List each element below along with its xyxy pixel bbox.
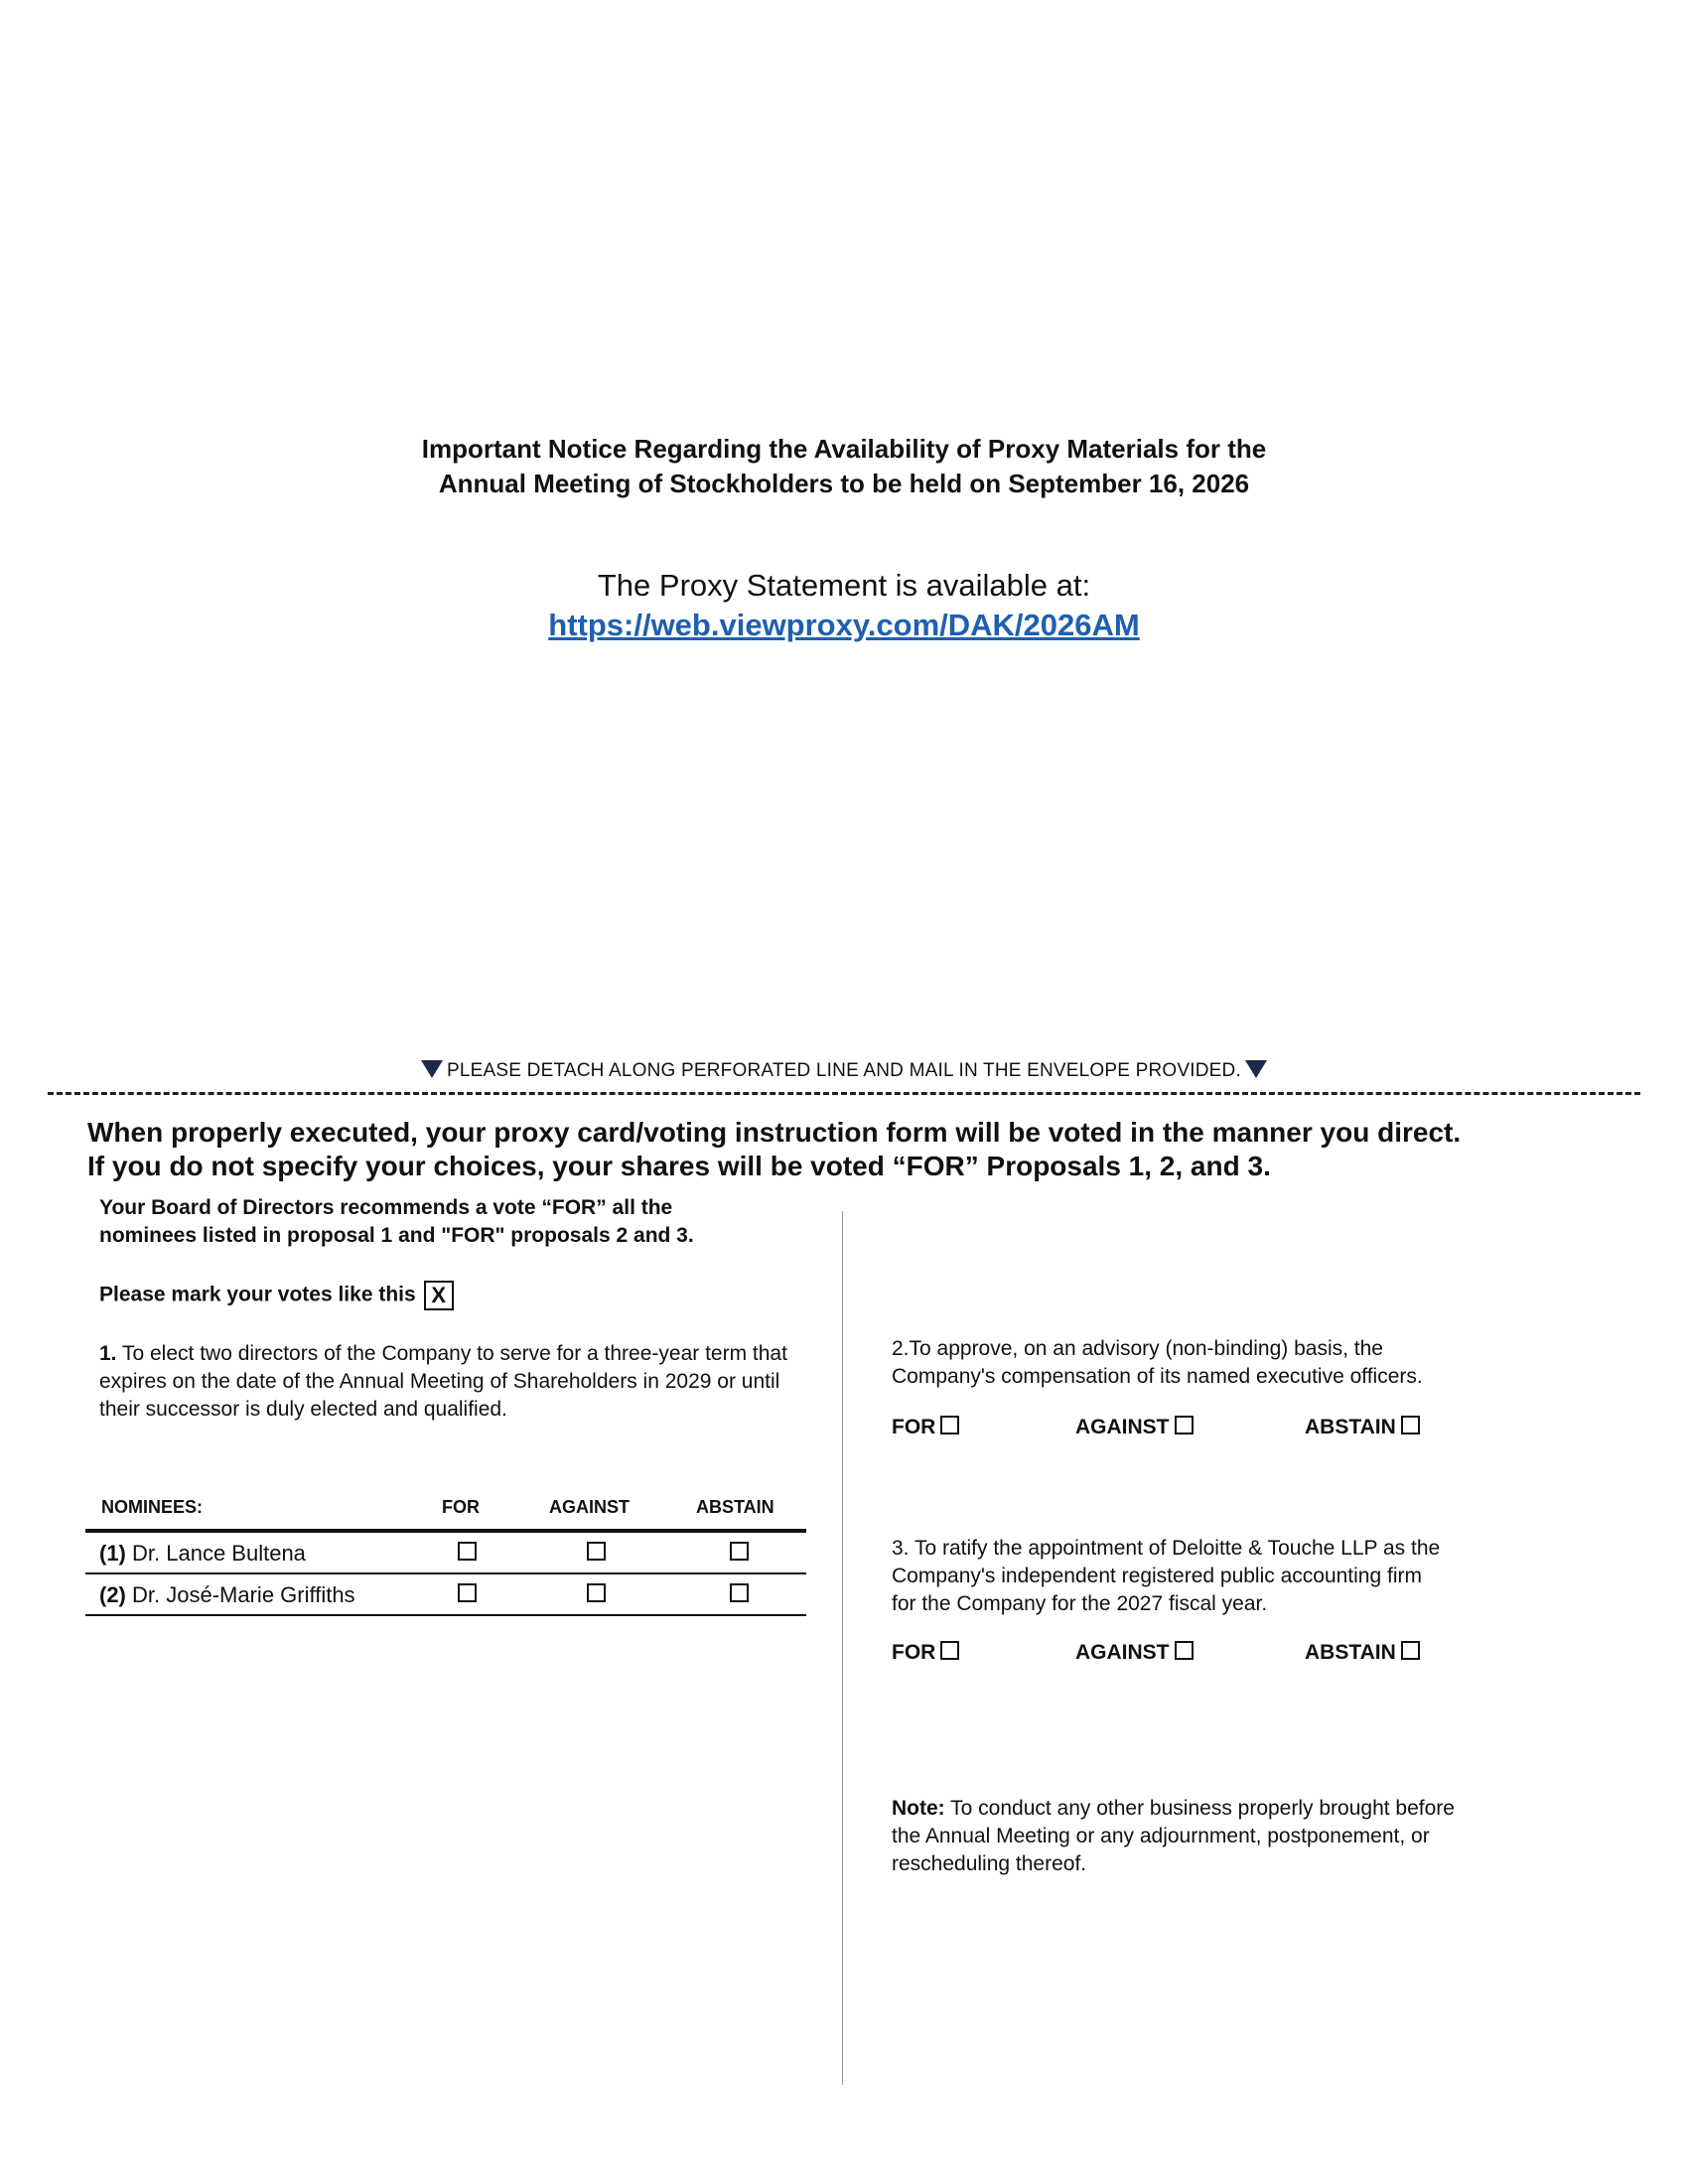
proxy-intro: [87, 1116, 1577, 1183]
nominees-table-header: [85, 1493, 806, 1533]
proposal-3-against-checkbox[interactable]: [1175, 1641, 1194, 1660]
nominee-2-abstain-checkbox[interactable]: [730, 1583, 749, 1602]
note-line-1: To conduct any other business properly brought before: [950, 1797, 1455, 1820]
proxy-statement-availability: [0, 566, 1688, 645]
proposal-2-abstain[interactable]: [1305, 1416, 1420, 1439]
nominee-1-abstain-checkbox[interactable]: [730, 1542, 749, 1561]
proposal-2-against[interactable]: [1075, 1416, 1194, 1439]
proposal-1-number: 1.: [99, 1342, 117, 1365]
note-line-2: the Annual Meeting or any adjournment, postponement, or: [892, 1825, 1430, 1847]
proposal-2-for[interactable]: [892, 1416, 959, 1439]
table-row: [85, 1533, 806, 1574]
board-line-2: nominees listed in proposal 1 and "FOR" proposals 2 and 3.: [99, 1224, 694, 1247]
nominee-1-against-checkbox[interactable]: [587, 1542, 606, 1561]
detach-instruction: [0, 1060, 1688, 1082]
proposal-2-for-checkbox[interactable]: [940, 1416, 959, 1434]
availability-notice: [0, 432, 1688, 501]
proposal-3-abstain-checkbox[interactable]: [1401, 1641, 1420, 1660]
proposal-1-text: To elect two directors of the Company to serve for a three-year term that expires on the date of the Annual Meeting of Shareholders in 2029 or until their successor is duly elected and qualified.: [99, 1342, 787, 1421]
nominee-1-for-checkbox[interactable]: [458, 1542, 477, 1561]
availability-text: The Proxy Statement is available at:: [597, 568, 1091, 603]
proposal-3: [892, 1535, 1607, 1618]
notice-line-1: Important Notice Regarding the Availability of Proxy Materials for the: [421, 434, 1267, 464]
header-nominees: NOMINEES:: [101, 1497, 204, 1517]
nominee-2-for-checkbox[interactable]: [458, 1583, 477, 1602]
proposal-2-against-checkbox[interactable]: [1175, 1416, 1194, 1434]
nominee-2-against-checkbox[interactable]: [587, 1583, 606, 1602]
proposal-2-line-1: 2.To approve, on an advisory (non-binding) basis, the: [892, 1337, 1383, 1360]
header-abstain: ABSTAIN: [696, 1497, 774, 1517]
header-for: FOR: [442, 1497, 480, 1517]
for-label: FOR: [892, 1416, 936, 1438]
perforated-line: [48, 1092, 1640, 1095]
proposal-3-line-3: for the Company for the 2027 fiscal year.: [892, 1592, 1268, 1615]
proposal-2: [892, 1335, 1587, 1391]
proposal-3-line-1: 3. To ratify the appointment of Deloitte & Touche LLP as the: [892, 1537, 1441, 1560]
board-line-1: Your Board of Directors recommends a vote “FOR” all the: [99, 1196, 673, 1219]
note-label: Note:: [892, 1797, 945, 1820]
proposal-2-line-2: Company's compensation of its named executive officers.: [892, 1365, 1423, 1388]
against-label: AGAINST: [1075, 1641, 1170, 1664]
nominee-number: (1): [99, 1541, 126, 1566]
proposal-3-for-checkbox[interactable]: [940, 1641, 959, 1660]
mark-votes-instruction: [99, 1281, 454, 1310]
header-against: AGAINST: [549, 1497, 630, 1517]
nominee-name: Dr. José-Marie Griffiths: [132, 1582, 355, 1607]
table-row: [85, 1574, 806, 1616]
nominee-number: (2): [99, 1582, 126, 1607]
down-triangle-icon: [1245, 1060, 1267, 1078]
board-recommendation: [99, 1194, 794, 1250]
proposal-3-line-2: Company's independent registered public accounting firm: [892, 1565, 1422, 1587]
note: [892, 1795, 1607, 1878]
mark-votes-label: Please mark your votes like this: [99, 1283, 416, 1306]
proposal-1: [99, 1340, 804, 1424]
down-triangle-icon: [421, 1060, 443, 1078]
x-mark-example: X: [424, 1281, 454, 1310]
intro-line-2: If you do not specify your choices, your shares will be voted “FOR” Proposals 1, 2, and 3.: [87, 1151, 1271, 1181]
detach-text: PLEASE DETACH ALONG PERFORATED LINE AND MAIL IN THE ENVELOPE PROVIDED.: [447, 1060, 1241, 1081]
notice-line-2: Annual Meeting of Stockholders to be held on September 16, 2026: [438, 469, 1250, 498]
abstain-label: ABSTAIN: [1305, 1641, 1396, 1664]
nominee-name: Dr. Lance Bultena: [132, 1541, 306, 1566]
proposal-3-against[interactable]: [1075, 1641, 1194, 1665]
intro-line-1: When properly executed, your proxy card/voting instruction form will be voted in the manner you direct.: [87, 1117, 1462, 1148]
column-divider: [842, 1211, 843, 2085]
proposal-2-abstain-checkbox[interactable]: [1401, 1416, 1420, 1434]
note-line-3: rescheduling thereof.: [892, 1852, 1087, 1875]
proxy-statement-link[interactable]: https://web.viewproxy.com/DAK/2026AM: [548, 608, 1140, 642]
against-label: AGAINST: [1075, 1416, 1170, 1438]
abstain-label: ABSTAIN: [1305, 1416, 1396, 1438]
for-label: FOR: [892, 1641, 936, 1664]
proposal-3-abstain[interactable]: [1305, 1641, 1420, 1665]
proposal-3-for[interactable]: [892, 1641, 959, 1665]
